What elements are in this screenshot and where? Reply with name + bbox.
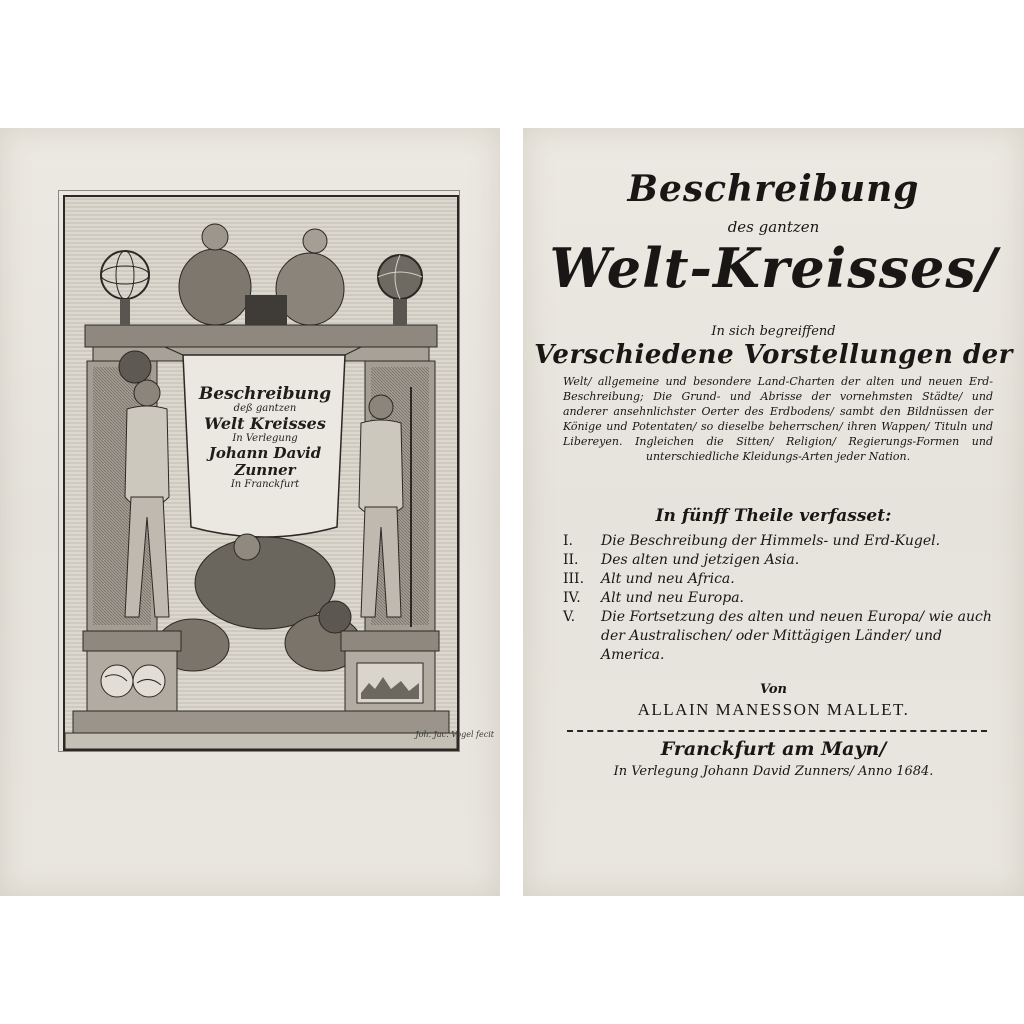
part-text: Alt und neu Africa. bbox=[601, 571, 735, 587]
city-view-icon bbox=[357, 663, 423, 703]
list-item bbox=[563, 532, 993, 551]
frontispiece-page bbox=[0, 128, 500, 896]
publisher-line: In Verlegung Johann David Zunners/ Anno 1684. bbox=[613, 764, 934, 779]
cartouche-place: In Franckfurt bbox=[230, 479, 300, 490]
subtitle-line-1: des gantzen bbox=[727, 218, 820, 236]
title-line-1: Beschreibung bbox=[627, 168, 920, 210]
author-name: ALLAIN MANESSON MALLET. bbox=[637, 700, 910, 719]
part-number: III. bbox=[563, 571, 585, 587]
part-text: Die Beschreibung der Himmels- und Erd-Kugel. bbox=[601, 533, 941, 549]
by-label: Von bbox=[759, 682, 787, 697]
list-item bbox=[563, 589, 993, 608]
cartouche-publisher-label: In Verlegung bbox=[232, 433, 298, 444]
title-heading: Verschiedene Vorstellungen der bbox=[534, 340, 1013, 370]
frontispiece-engraving bbox=[63, 195, 459, 751]
list-item bbox=[563, 551, 993, 570]
part-text: Des alten und jetzigen Asia. bbox=[601, 552, 800, 568]
title-page bbox=[523, 128, 1024, 896]
cartouche-publisher-surname: Zunner bbox=[234, 461, 296, 479]
part-text: Die Fortsetzung des alten und neuen Europa/ wie auch der Australischen/ oder Mittägigen Länder/ und America. bbox=[601, 609, 992, 663]
list-item bbox=[563, 570, 993, 589]
part-text: Alt und neu Europa. bbox=[601, 590, 744, 606]
title-line-2: Welt-Kreisses/ bbox=[549, 236, 998, 300]
part-number: II. bbox=[563, 552, 579, 568]
list-item bbox=[563, 608, 993, 665]
title-description: Welt/ allgemeine und besondere Land-Charten der alten und neuen Erd-Beschreibung; Die Grund- und Abrisse der vornehmsten Städte/ und anderer ansehnlichster Oerter des Erdbodens/ sambt den Bildnüssen der Könige und Potentaten/ so dieselbe beherrschen/ ihren Wappen/ Tituln und Libereyen. Ingleichen die Sitten/ Religion/ Regierungs-Formen und unterschiedliche Kleidungs-Arten jeder Nation. bbox=[563, 375, 993, 463]
parts-list bbox=[563, 532, 993, 665]
cartouche-title: Beschreibung bbox=[198, 384, 332, 404]
plate-mark bbox=[58, 190, 460, 752]
divider-rule bbox=[567, 730, 987, 732]
frontispiece-cartouche bbox=[195, 367, 335, 527]
part-number: V. bbox=[563, 609, 576, 625]
cartouche-publisher-name: Johann David bbox=[208, 444, 322, 462]
cartouche-subtitle: deß gantzen bbox=[233, 403, 297, 414]
part-number: IV. bbox=[563, 590, 581, 606]
engraver-signature: Joh. Jac. Vogel fecit bbox=[415, 730, 494, 739]
publication-place: Franckfurt am Mayn/ bbox=[660, 738, 887, 760]
cartouche-world-title: Welt Kreisses bbox=[204, 414, 326, 433]
subtitle-line-2: In sich begreiffend bbox=[711, 324, 836, 339]
part-number: I. bbox=[563, 533, 573, 549]
parts-heading: In fünff Theile verfasset: bbox=[655, 506, 892, 526]
